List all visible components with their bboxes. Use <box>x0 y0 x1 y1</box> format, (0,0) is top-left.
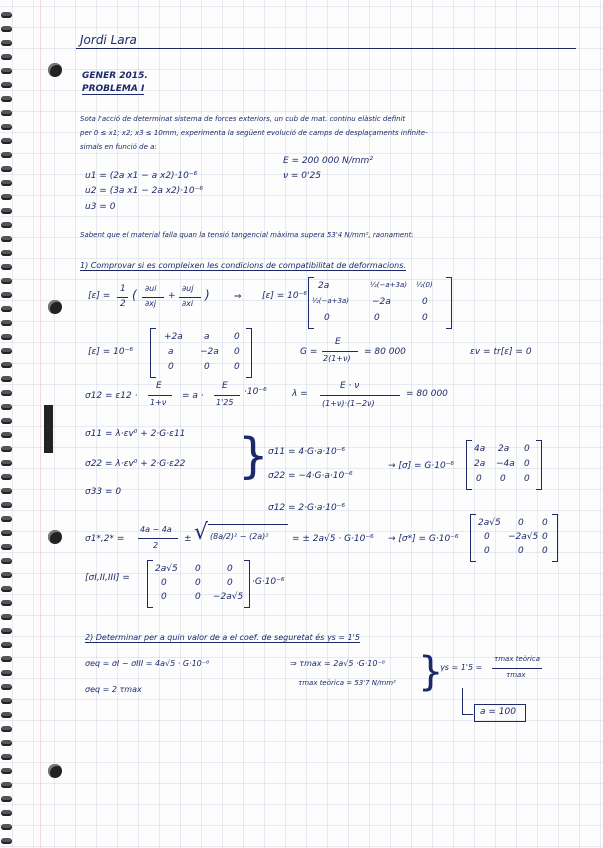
frac-line <box>148 395 172 396</box>
spiral-ring <box>1 726 12 732</box>
spiral-ring <box>1 376 12 382</box>
spiral-ring <box>1 264 12 270</box>
strain-sym-matrix: 2a ½(−a+3a) ½(0) ½(−a+3a) −2a 0 0 0 0 <box>312 281 433 323</box>
spiral-ring <box>1 390 12 396</box>
displacement-u3: u3 = 0 <box>85 202 116 212</box>
spiral-ring <box>1 838 12 844</box>
matrix-bracket-right <box>244 560 250 608</box>
frac-line <box>138 538 178 539</box>
author-name: Jordi Lara <box>80 33 137 47</box>
statement-line-3: simals en funció de a: <box>80 143 157 151</box>
principal-matrix: 2a√5 0 0 0 −2a√5 0 0 0 0 <box>478 518 548 556</box>
sigma12-num2: E <box>222 381 228 391</box>
question-1: 1) Comprovar si es compleixen les condicions de compatibilitat de deformacions. <box>80 261 406 270</box>
principal-den: 2 <box>153 541 159 550</box>
young-modulus: E = 200 000 N/mm² <box>283 156 373 166</box>
spiral-ring <box>1 82 12 88</box>
spiral-ring <box>1 292 12 298</box>
strain-lhs: [ε] = <box>88 291 111 301</box>
spiral-ring <box>1 334 12 340</box>
equivalent-stress: σeq = σI − σIII = 4a√5 · G·10⁻⁶ <box>85 659 210 668</box>
sigma11-general: σ11 = λ·εv⁰ + 2·G·ε11 <box>85 429 186 439</box>
spiral-ring <box>1 320 12 326</box>
spiral-ring <box>1 208 12 214</box>
sqrt-sign: √ <box>194 520 209 545</box>
plus-sign: + <box>168 291 176 301</box>
dv-num: ∂uj <box>182 284 194 293</box>
spiral-binding <box>0 0 14 848</box>
date-label: GENER 2015. <box>82 71 148 81</box>
statement-line-1: Sota l'acció de determinat sistema de forces exteriors, un cub de mat. continu elàstic definit <box>80 115 406 123</box>
spiral-ring <box>1 68 12 74</box>
frac-line <box>214 395 240 396</box>
spiral-ring <box>1 684 12 690</box>
final-matrix-factor: ·G·10⁻⁶ <box>252 577 285 587</box>
sigma11-value: σ11 = 4·G·a·10⁻⁶ <box>268 447 346 457</box>
principal-matrix-lhs: → [σ*] = G·10⁻⁶ <box>388 534 459 544</box>
spiral-ring <box>1 152 12 158</box>
radical-bar <box>208 524 288 525</box>
spiral-ring <box>1 600 12 606</box>
answer-arrow <box>462 688 473 715</box>
lambda-den: (1+ν)·(1−2ν) <box>322 399 375 408</box>
spiral-ring <box>1 670 12 676</box>
spiral-ring <box>1 222 12 228</box>
spiral-ring <box>1 138 12 144</box>
plus-minus: ± <box>184 534 192 544</box>
frac-line <box>492 668 542 669</box>
spiral-ring <box>1 656 12 662</box>
spiral-ring <box>1 432 12 438</box>
spiral-ring <box>1 54 12 60</box>
sigma12-mid: = a · <box>182 391 204 401</box>
name-underline <box>76 48 576 49</box>
g-result: = 80 000 <box>364 347 406 357</box>
sigma22-value: σ22 = −4·G·a·10⁻⁶ <box>268 471 353 481</box>
sigma12-value: σ12 = 2·G·a·10⁻⁶ <box>268 503 346 513</box>
spiral-ring <box>1 544 12 550</box>
principal-lhs: σ1*,2* = <box>85 534 125 544</box>
displacement-u2: u2 = (3a x1 − 2a x2)·10⁻⁶ <box>85 186 203 196</box>
poisson-ratio: ν = 0'25 <box>283 171 321 181</box>
half-num: 1 <box>120 284 126 294</box>
frac-line <box>179 297 201 298</box>
tau-max: ⇒ τmax = 2a√5 ·G·10⁻⁶ <box>290 659 385 668</box>
statement-line-2: per 0 ≤ x1; x2; x3 ≤ 10mm, experimenta la següent evolució de camps de desplaçaments infinite- <box>80 129 428 137</box>
spiral-ring <box>1 796 12 802</box>
spiral-ring <box>1 12 12 18</box>
tau-theoretical: τmax teòrica = 53'7 N/mm² <box>298 679 396 687</box>
punch-hole <box>48 300 62 314</box>
spiral-ring <box>1 278 12 284</box>
spiral-ring <box>1 250 12 256</box>
spiral-ring <box>1 698 12 704</box>
safety-factor-num: τmax teòrica <box>494 655 540 663</box>
spiral-ring <box>1 586 12 592</box>
frac-line <box>117 297 128 298</box>
half-den: 2 <box>120 299 126 309</box>
sigma12-res: ·10⁻⁶ <box>244 387 267 397</box>
volumetric-strain: εv = tr[ε] = 0 <box>470 347 532 357</box>
spiral-ring <box>1 348 12 354</box>
spiral-ring <box>1 516 12 522</box>
shear-modulus-lhs: G = <box>300 347 318 357</box>
final-matrix: 2a√5 0 0 0 0 0 0 0 −2a√5 <box>155 564 244 602</box>
spiral-ring <box>1 236 12 242</box>
radicand: (8a/2)² − (2a)² <box>210 532 269 541</box>
frac-line <box>322 351 358 352</box>
g-numerator: E <box>335 337 341 347</box>
sigma12-lhs: σ12 = ε12 · <box>85 391 138 401</box>
matrix-bracket-right <box>246 328 252 378</box>
question-2: 2) Determinar per a quin valor de a el coef. de seguretat és γs = 1'5 <box>85 633 360 642</box>
punch-hole <box>48 764 62 778</box>
sigma22-general: σ22 = λ·εv⁰ + 2·G·ε22 <box>85 459 186 469</box>
paren-close: ) <box>205 288 210 302</box>
sigma12-den: 1+ν <box>150 398 167 407</box>
equivalent-tau: σeq = 2 τmax <box>85 685 142 694</box>
spiral-ring <box>1 180 12 186</box>
safety-factor-den: τmax <box>506 671 526 679</box>
matrix-bracket-right <box>446 277 452 329</box>
implies-arrow: ⇒ <box>234 292 242 302</box>
spiral-ring <box>1 754 12 760</box>
spiral-ring <box>1 642 12 648</box>
spiral-ring <box>1 96 12 102</box>
sigma12-den2: 1'25 <box>216 398 234 407</box>
strain-matrix-lhs: [ε] = 10⁻⁶ <box>88 347 133 357</box>
brace: } <box>238 428 269 484</box>
spiral-ring <box>1 782 12 788</box>
du-num: ∂ui <box>145 284 157 293</box>
safety-factor: γs = 1'5 = <box>440 663 483 672</box>
spiral-ring <box>1 810 12 816</box>
spiral-ring <box>1 110 12 116</box>
problem-title: PROBLEMA I <box>82 84 145 94</box>
spiral-ring <box>1 446 12 452</box>
spiral-ring <box>1 740 12 746</box>
spiral-ring <box>1 166 12 172</box>
frac-line <box>320 395 400 396</box>
lambda-lhs: λ = <box>292 389 308 399</box>
sigma33-general: σ33 = 0 <box>85 487 122 497</box>
lambda-num: E · ν <box>340 381 360 391</box>
spiral-ring <box>1 418 12 424</box>
spiral-ring <box>1 474 12 480</box>
spiral-ring <box>1 306 12 312</box>
spiral-ring <box>1 488 12 494</box>
spiral-ring <box>1 824 12 830</box>
principal-num: 4a − 4a <box>140 525 172 534</box>
spiral-ring <box>1 768 12 774</box>
final-matrix-lhs: [σI,II,III] = <box>85 573 130 583</box>
spiral-ring <box>1 404 12 410</box>
punch-hole <box>48 530 62 544</box>
page-tab <box>44 405 53 453</box>
spiral-ring <box>1 502 12 508</box>
matrix-bracket-right <box>536 440 542 490</box>
paren-open: ( <box>132 288 137 302</box>
strain-result-lhs: [ε] = 10⁻⁶ <box>262 291 307 301</box>
punch-hole <box>48 63 62 77</box>
dx-den: ∂xj <box>145 299 157 308</box>
sigma12-num: E <box>156 381 162 391</box>
spiral-ring <box>1 572 12 578</box>
answer-value: a = 100 <box>480 707 516 717</box>
spiral-ring <box>1 124 12 130</box>
strain-matrix: +2a a 0 a −2a 0 0 0 0 <box>164 332 240 372</box>
g-denominator: 2(1+ν) <box>323 354 351 363</box>
spiral-ring <box>1 194 12 200</box>
principal-result: = ± 2a√5 · G·10⁻⁶ <box>292 534 374 544</box>
stress-matrix: 4a 2a 0 2a −4a 0 0 0 0 <box>474 444 530 484</box>
displacement-u1: u1 = (2a x1 − a x2)·10⁻⁶ <box>85 171 198 181</box>
stress-matrix-lhs: → [σ] = G·10⁻⁶ <box>388 461 455 471</box>
spiral-ring <box>1 40 12 46</box>
spiral-ring <box>1 530 12 536</box>
spiral-ring <box>1 362 12 368</box>
spiral-ring <box>1 628 12 634</box>
spiral-ring <box>1 26 12 32</box>
lambda-res: = 80 000 <box>406 389 448 399</box>
brace: } <box>418 649 444 695</box>
matrix-bracket-right <box>552 514 558 562</box>
spiral-ring <box>1 614 12 620</box>
spiral-ring <box>1 460 12 466</box>
margin-line <box>40 0 41 848</box>
spiral-ring <box>1 558 12 564</box>
dy-den: ∂xi <box>182 299 194 308</box>
failure-criterion: Sabent que el material falla quan la tensió tangencial màxima supera 53'4 N/mm², raonament: <box>80 231 414 239</box>
frac-line <box>142 297 164 298</box>
spiral-ring <box>1 712 12 718</box>
